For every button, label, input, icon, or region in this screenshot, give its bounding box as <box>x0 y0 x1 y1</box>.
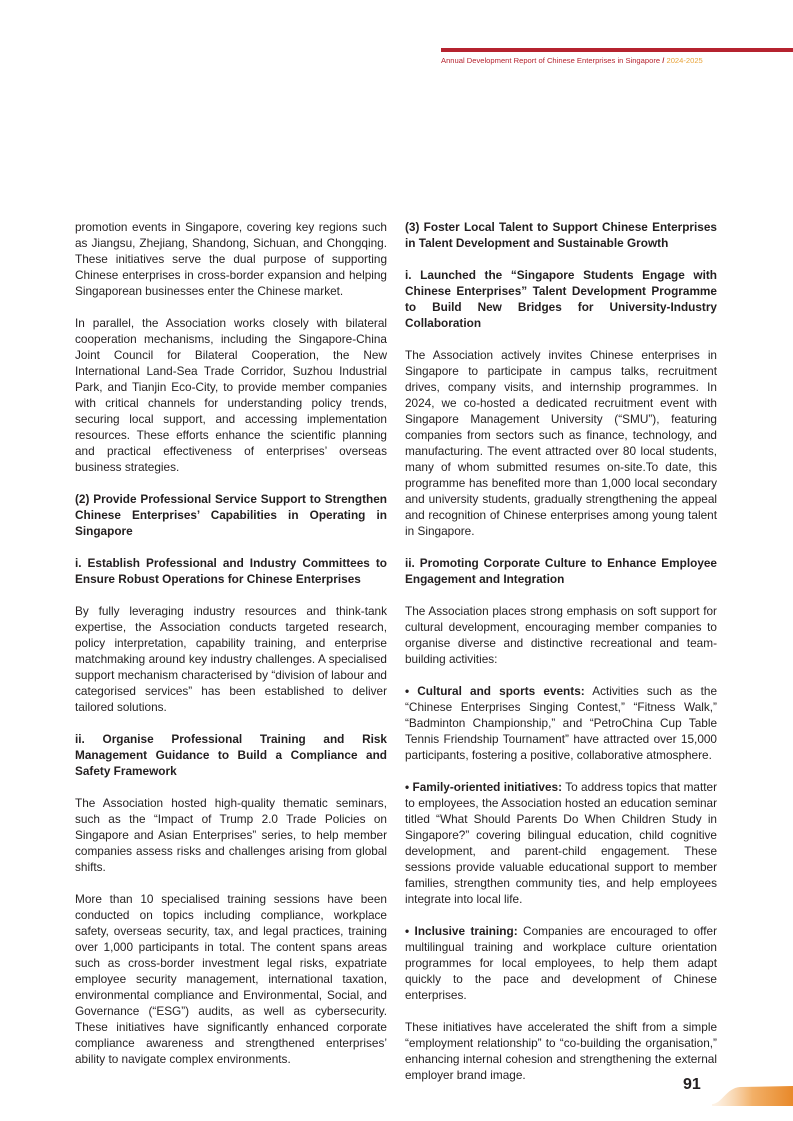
running-header <box>441 56 703 65</box>
bullet-item <box>405 779 717 907</box>
bullet-lead: • Family-oriented initiatives: <box>405 780 563 794</box>
bullet-item <box>405 923 717 1003</box>
paragraph: These initiatives have accelerated the shift from a simple “employment relationship” to “co-building the organisation,” enhancing internal cohesion and strengthening the external employer brand image. <box>405 1020 717 1082</box>
bullet-lead: • Inclusive training: <box>405 924 518 938</box>
section-heading: (3) Foster Local Talent to Support Chinese Enterprises in Talent Development and Sustainable Growth <box>405 220 717 250</box>
subsection-heading: ii. Promoting Corporate Culture to Enhance Employee Engagement and Integration <box>405 556 717 586</box>
section-heading: (2) Provide Professional Service Support to Strengthen Chinese Enterprises’ Capabilities in Operating in Singapore <box>75 492 387 538</box>
left-column <box>75 219 387 1083</box>
paragraph: In parallel, the Association works closely with bilateral cooperation mechanisms, including the Singapore-China Joint Council for Bilateral Cooperation, the New International Land-Sea Trade Corridor, Suzhou Industrial Park, and Tianjin Eco-City, to provide member companies with critical channels for understanding policy trends, securing local support, and accessing implementation resources. These efforts enhance the scientific planning and practical effectiveness of enterprises’ overseas business strategies. <box>75 316 387 474</box>
paragraph: The Association hosted high-quality thematic seminars, such as the “Impact of Trump 2.0 Trade Policies on Singapore and Asian Enterprises” series, to help member companies assess risks and challenges arising from global shifts. <box>75 796 387 874</box>
paragraph: By fully leveraging industry resources and think-tank expertise, the Association conducts targeted research, policy interpretation, capability training, and enterprise matchmaking around key industry challenges. A specialised support mechanism characterised by “division of labour and categorised services” has been established to deliver tailored solutions. <box>75 604 387 714</box>
subsection-heading: i. Launched the “Singapore Students Engage with Chinese Enterprises” Talent Development Programme to Build New Bridges for University-Industry Collaboration <box>405 268 717 330</box>
bullet-text: Activities such as the “Chinese Enterprises Singing Contest,” “Fitness Walk,” “Badminton Championship,” and “PetroChina Cup Table Tennis Friendship Tournament” have attracted over 15,000 participants, fostering a positive, collaborative atmosphere. <box>405 684 718 762</box>
paragraph: More than 10 specialised training sessions have been conducted on topics including compliance, workplace safety, overseas security, tax, and legal practices, training over 1,000 participants in total. The content spans areas such as cross-border investment legal risks, expatriate employee security management, international taxation, environmental compliance and Environmental, Social, and Governance (“ESG”) audits, as well as cybersecurity. These initiatives have significantly enhanced corporate compliance awareness and strengthened enterprises’ ability to navigate complex environments. <box>75 892 387 1066</box>
right-column <box>405 219 717 1099</box>
bullet-item <box>405 683 717 763</box>
header-rule <box>441 48 793 52</box>
report-title: Annual Development Report of Chinese Enterprises in Singapore <box>441 56 661 65</box>
report-year: 2024-2025 <box>666 56 703 65</box>
paragraph: promotion events in Singapore, covering key regions such as Jiangsu, Zhejiang, Shandong, Sichuan, and Chongqing. These initiatives serve the dual purpose of supporting Chinese enterprises in cross-border expansion and helping Singaporean businesses enter the Chinese market. <box>75 220 387 298</box>
paragraph: The Association actively invites Chinese enterprises in Singapore to participate in campus talks, recruitment drives, company visits, and internship programmes. In 2024, we co-hosted a dedicated recruitment event with Singapore Management University (“SMU”), featuring companies from sectors such as finance, technology, and manufacturing. The event attracted over 80 local students, many of whom submitted resumes on-site.To date, this programme has benefited more than 1,000 local secondary and university students, gradually strengthening the appeal and recognition of Chinese enterprises among young talent in Singapore. <box>405 348 717 538</box>
bullet-text: To address topics that matter to employees, the Association hosted an education seminar titled “What Should Parents Do When Children Study in Singapore?” covering bilingual education, child cognitive development, and parent-child engagement. These sessions provide valuable educational support to member families, strengthen community ties, and help employees integrate into local life. <box>405 780 717 906</box>
bullet-lead: • Cultural and sports events: <box>405 684 585 698</box>
page-number: 91 <box>683 1076 701 1093</box>
bullet-text: Companies are encouraged to offer multilingual training and workplace culture orientation programmes for local employees, to help them adapt quickly to the pace and development of Chinese enterprises. <box>405 924 717 1002</box>
subsection-heading: ii. Organise Professional Training and Risk Management Guidance to Build a Compliance and Safety Framework <box>75 732 387 778</box>
footer-swoosh-decoration <box>712 1086 793 1106</box>
header-separator: / <box>662 56 665 65</box>
subsection-heading: i. Establish Professional and Industry Committees to Ensure Robust Operations for Chinese Enterprises <box>75 556 387 586</box>
paragraph: The Association places strong emphasis on soft support for cultural development, encouraging member companies to organise diverse and distinctive recreational and team-building activities: <box>405 604 717 666</box>
